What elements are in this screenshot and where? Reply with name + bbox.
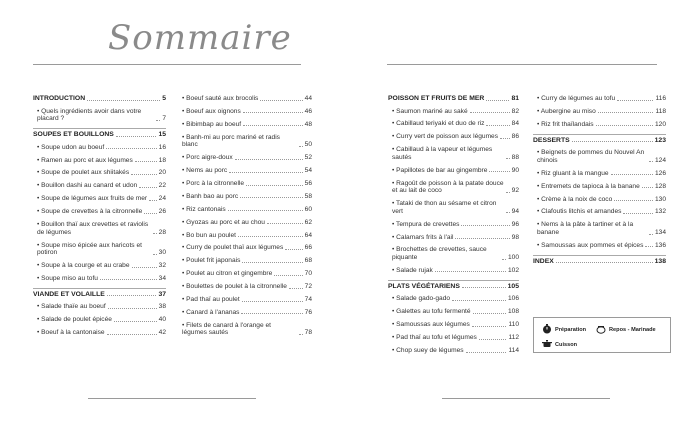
dot-leader	[461, 225, 509, 226]
toc-entry[interactable]	[33, 275, 166, 283]
toc-page-number: 42	[158, 329, 166, 337]
toc-entry-label: • Poulet frit japonais	[182, 257, 240, 265]
toc-entry[interactable]	[33, 157, 166, 165]
toc-entry[interactable]	[33, 221, 166, 236]
toc-section[interactable]	[388, 283, 519, 291]
dot-leader	[645, 246, 653, 247]
dot-leader	[241, 313, 302, 314]
toc-entry[interactable]	[178, 309, 312, 317]
toc-entry[interactable]	[178, 270, 312, 278]
toc-page-number: 88	[511, 153, 519, 161]
dot-leader	[466, 352, 507, 353]
toc-entry[interactable]	[33, 316, 166, 324]
dot-leader	[107, 295, 157, 296]
toc-entry[interactable]	[33, 144, 166, 152]
toc-entry[interactable]	[178, 322, 312, 337]
toc-entry[interactable]	[388, 234, 519, 242]
toc-page-number: 37	[158, 290, 166, 298]
toc-entry[interactable]	[33, 242, 166, 257]
dot-leader	[229, 172, 302, 173]
toc-entry-label: • Soupe de crevettes à la citronnelle	[37, 208, 142, 216]
dot-leader	[486, 125, 509, 126]
dot-leader	[106, 148, 156, 149]
toc-entry-label: • Poulet au citron et gingembre	[182, 270, 272, 278]
toc-page-number: 16	[158, 143, 166, 151]
toc-column-4	[533, 95, 666, 270]
toc-page-number: 124	[654, 156, 666, 164]
toc-page-number: 130	[654, 195, 666, 203]
toc-entry[interactable]	[388, 167, 519, 175]
toc-page-number: 24	[158, 195, 166, 203]
toc-entry-label: POISSON ET FRUITS DE MER	[388, 95, 485, 102]
toc-entry[interactable]	[388, 200, 519, 215]
dot-leader	[299, 334, 303, 335]
dot-leader	[289, 288, 303, 289]
toc-column-1	[33, 95, 166, 342]
dot-leader	[462, 287, 506, 288]
toc-page-number: 96	[511, 220, 519, 228]
toc-entry-label: • Curry vert de poisson aux légumes	[392, 133, 498, 141]
toc-entry[interactable]	[533, 221, 666, 236]
toc-entry[interactable]	[388, 180, 519, 195]
toc-entry-label: • Boeuf aux oignons	[182, 108, 241, 116]
toc-entry[interactable]	[388, 308, 519, 316]
toc-entry-label: • Salade de poulet épicée	[37, 316, 112, 324]
toc-entry-label: • Boeuf sauté aux brocolis	[182, 95, 258, 103]
toc-page-number: 105	[507, 282, 519, 290]
dot-leader	[243, 125, 303, 126]
toc-entry[interactable]	[388, 120, 519, 128]
dot-leader	[139, 187, 156, 188]
toc-entry-label: • Soupe miso au tofu	[37, 275, 98, 283]
toc-page-number: 52	[304, 154, 312, 162]
toc-page-number: 56	[304, 179, 312, 187]
toc-page-number: 120	[654, 120, 666, 128]
toc-entry[interactable]	[178, 206, 312, 214]
dot-leader	[235, 159, 303, 160]
toc-section[interactable]	[533, 258, 666, 266]
page-title: Sommaire	[108, 18, 292, 58]
toc-entry-label: • Soupe miso épicée aux haricots et potiron	[37, 242, 151, 257]
toc-page-number: 112	[508, 334, 519, 342]
dot-leader	[556, 262, 653, 263]
toc-page-number: 118	[655, 107, 666, 115]
toc-entry-label: • Gyozas au porc et au chou	[182, 219, 265, 227]
toc-entry[interactable]	[533, 149, 666, 164]
toc-entry-label: • Samoussas aux pommes et épices	[537, 242, 643, 250]
toc-page-number: 126	[654, 169, 666, 177]
dot-leader	[267, 223, 303, 224]
toc-section[interactable]	[33, 131, 166, 139]
section-divider	[533, 255, 666, 256]
toc-entry-label: • Boulettes de poulet à la citronnelle	[182, 283, 287, 291]
toc-entry-label: • Calamars frits à l'ail	[392, 234, 453, 242]
toc-page-number: 86	[511, 133, 519, 141]
toc-page-number: 38	[158, 303, 166, 311]
dot-leader	[435, 271, 506, 272]
toc-entry[interactable]	[533, 196, 666, 204]
dot-leader	[243, 112, 303, 113]
toc-entry-label: • Salade gado-gado	[392, 295, 450, 303]
toc-page-number: 132	[654, 208, 666, 216]
toc-page-number: 20	[158, 169, 166, 177]
toc-entry-label: • Bouillon thaï aux crevettes et raviolis de légumes	[37, 221, 151, 236]
toc-page-number: 106	[507, 295, 519, 303]
toc-entry-label: • Quels ingrédients avoir dans votre placard ?	[37, 108, 154, 123]
toc-entry-label: • Curry de poulet thaï aux légumes	[182, 244, 283, 252]
legend-repos: Repos - Marinade	[596, 324, 656, 336]
toc-page-number: 84	[511, 120, 519, 128]
toc-entry-label: • Saumon mariné au saké	[392, 108, 468, 116]
dot-leader	[506, 158, 510, 159]
toc-entry[interactable]	[533, 183, 666, 191]
toc-entry-label: INTRODUCTION	[33, 95, 86, 102]
toc-entry-label: • Nems à la pâte à tartiner et à la banane	[537, 221, 647, 236]
dot-leader	[598, 112, 654, 113]
toc-entry[interactable]	[178, 95, 312, 103]
toc-entry-label: • Pad thaï au tofu et légumes	[392, 334, 477, 342]
toc-entry-label: • Canard à l'ananas	[182, 309, 239, 317]
toc-page-number: 58	[304, 192, 312, 200]
dot-leader	[135, 161, 157, 162]
dot-leader	[596, 125, 653, 126]
toc-page-number: 72	[304, 283, 312, 291]
toc-entry[interactable]	[178, 219, 312, 227]
toc-entry-label: • Ragoût de poisson à la patate douce et au lait de coco	[392, 180, 504, 195]
legend-cuisson: Cuisson	[542, 339, 577, 350]
dot-leader	[617, 100, 653, 101]
toc-page-number: 60	[304, 205, 312, 213]
toc-entry-label: • Banh-mi au porc mariné et radis blanc	[182, 134, 297, 149]
toc-page-number: 81	[511, 95, 519, 102]
toc-entry[interactable]	[533, 170, 666, 178]
toc-page-number: 78	[304, 329, 312, 337]
dot-leader	[479, 339, 507, 340]
dot-leader	[107, 334, 157, 335]
toc-entry-label: • Soupe à la courge et au crabe	[37, 262, 130, 270]
dot-leader	[642, 187, 653, 188]
dot-leader	[100, 279, 157, 280]
toc-page-number: 54	[304, 167, 312, 175]
dot-leader	[274, 275, 302, 276]
toc-entry-label: • Clafoutis litchis et amandes	[537, 208, 621, 216]
toc-entry[interactable]	[33, 262, 166, 270]
toc-section[interactable]	[533, 137, 666, 145]
toc-entry[interactable]	[178, 154, 312, 162]
toc-entry[interactable]	[178, 121, 312, 129]
toc-entry[interactable]	[388, 108, 519, 116]
dot-leader	[153, 254, 157, 255]
toc-entry[interactable]	[533, 95, 666, 103]
toc-entry[interactable]	[388, 246, 519, 261]
toc-page-number: 40	[158, 316, 166, 324]
toc-entry[interactable]	[33, 329, 166, 337]
toc-section[interactable]	[33, 291, 166, 299]
toc-page-number: 138	[654, 257, 666, 265]
dot-leader	[153, 233, 157, 234]
title-rule	[33, 64, 301, 65]
section-divider	[33, 128, 166, 129]
covered-dish-icon	[542, 339, 552, 350]
footer-rule	[88, 398, 256, 399]
toc-page-number: 34	[158, 274, 166, 282]
dot-leader	[260, 100, 302, 101]
toc-page-number: 48	[304, 120, 312, 128]
toc-entry[interactable]	[388, 133, 519, 141]
toc-page-number: 123	[654, 136, 666, 144]
dot-leader	[114, 321, 157, 322]
timer-icon	[542, 324, 552, 336]
dot-leader	[472, 326, 507, 327]
toc-page-number: 82	[511, 107, 519, 115]
toc-entry-label: • Cabillaud teriyaki et duo de riz	[392, 120, 484, 128]
toc-entry[interactable]	[533, 108, 666, 116]
toc-section[interactable]	[33, 95, 166, 103]
toc-entry-label: • Brochettes de crevettes, sauce piquante	[392, 246, 500, 261]
toc-entry-label: • Riz cantonais	[182, 206, 226, 214]
toc-page-number: 92	[511, 187, 519, 195]
toc-page-number: 70	[304, 270, 312, 278]
dot-leader	[506, 212, 510, 213]
dot-leader	[149, 200, 157, 201]
toc-entry-label: • Beignets de pommes du Nouvel An chinois	[537, 149, 647, 164]
toc-entry-label: • Samoussas aux légumes	[392, 321, 470, 329]
dot-leader	[623, 213, 653, 214]
toc-entry[interactable]	[33, 303, 166, 311]
toc-page-number: 90	[511, 166, 519, 174]
toc-entry[interactable]	[178, 167, 312, 175]
toc-page-number: 110	[508, 321, 519, 329]
toc-entry-label: • Filets de canard à l'orange et légumes sautés	[182, 322, 297, 337]
top-rule	[387, 64, 657, 65]
toc-entry-label: • Tataki de thon au sésame et citron vert	[392, 200, 504, 215]
toc-entry[interactable]	[178, 296, 312, 304]
toc-page-number: 50	[304, 141, 312, 149]
toc-page-number: 116	[655, 95, 666, 102]
legend-preparation: Préparation	[542, 324, 586, 336]
toc-page-number: 32	[158, 261, 166, 269]
dot-leader	[132, 267, 157, 268]
dot-leader	[572, 141, 653, 142]
dot-leader	[131, 174, 157, 175]
dot-leader	[228, 210, 303, 211]
toc-page-number: 44	[304, 95, 312, 102]
dot-leader	[500, 138, 510, 139]
toc-page-number: 136	[654, 241, 666, 249]
toc-page-number: 68	[304, 257, 312, 265]
toc-entry-label: INDEX	[533, 257, 554, 265]
toc-entry[interactable]	[388, 347, 519, 355]
cooking-pot-icon	[596, 324, 606, 336]
dot-leader	[489, 171, 509, 172]
toc-section[interactable]	[388, 95, 519, 103]
dot-leader	[238, 236, 303, 237]
toc-page-number: 22	[158, 182, 166, 190]
toc-entry-label: • Galettes au tofu fermenté	[392, 308, 471, 316]
toc-entry-label: • Porc aigre-doux	[182, 154, 233, 162]
toc-entry-label: • Nems au porc	[182, 167, 227, 175]
toc-entry[interactable]	[388, 267, 519, 275]
dot-leader	[452, 300, 506, 301]
toc-entry[interactable]	[178, 193, 312, 201]
toc-entry-label: • Crème à la noix de coco	[537, 196, 612, 204]
dot-leader	[649, 234, 653, 235]
dot-leader	[649, 161, 653, 162]
toc-page-number: 100	[507, 253, 519, 261]
toc-entry-label: • Soupe udon au boeuf	[37, 144, 104, 152]
dot-leader	[506, 192, 510, 193]
toc-entry-label: SOUPES ET BOUILLONS	[33, 131, 114, 139]
toc-page-number: 62	[304, 218, 312, 226]
dot-leader	[614, 200, 653, 201]
toc-entry-label: • Bo bun au poulet	[182, 232, 236, 240]
toc-entry-label: • Entremets de tapioca à la banane	[537, 183, 640, 191]
toc-entry-label: • Cabillaud à la vapeur et légumes sautés	[392, 146, 504, 161]
dot-leader	[486, 100, 509, 101]
dot-leader	[87, 100, 160, 101]
dot-leader	[285, 249, 302, 250]
toc-page-number: 7	[162, 115, 166, 123]
toc-entry-label: • Soupe de légumes aux fruits de mer	[37, 195, 147, 203]
toc-entry[interactable]	[178, 244, 312, 252]
dot-leader	[473, 313, 506, 314]
toc-page-number: 76	[304, 308, 312, 316]
dot-leader	[242, 301, 303, 302]
toc-entry[interactable]	[388, 146, 519, 161]
toc-entry[interactable]	[533, 242, 666, 250]
toc-page-number: 28	[158, 228, 166, 236]
dot-leader	[108, 308, 157, 309]
toc-page-number: 108	[507, 308, 519, 316]
toc-entry-label: PLATS VÉGÉTARIENS	[388, 282, 460, 290]
toc-entry-label: • Boeuf à la cantonaise	[37, 329, 105, 337]
dot-leader	[502, 259, 506, 260]
toc-column-3	[388, 95, 519, 360]
dot-leader	[156, 120, 160, 121]
toc-entry-label: • Porc à la citronnelle	[182, 180, 244, 188]
toc-entry-label: • Aubergine au miso	[537, 108, 596, 116]
toc-page-number: 102	[507, 266, 519, 274]
legend-box	[533, 317, 671, 353]
toc-entry-label: • Bouillon dashi au canard et udon	[37, 182, 137, 190]
toc-column-2	[178, 95, 312, 342]
toc-entry-label: • Curry de légumes au tofu	[537, 95, 615, 103]
toc-entry[interactable]	[388, 295, 519, 303]
toc-page-number: 18	[158, 156, 166, 164]
toc-entry-label: • Pad thaï au poulet	[182, 296, 240, 304]
toc-entry-label: • Salade thaïe au boeuf	[37, 303, 106, 311]
toc-entry[interactable]	[533, 121, 666, 129]
toc-page-number: 5	[162, 95, 166, 102]
toc-entry[interactable]	[33, 208, 166, 216]
dot-leader	[116, 136, 157, 137]
toc-entry[interactable]	[178, 108, 312, 116]
toc-entry-label: • Bibimbap au boeuf	[182, 121, 241, 129]
toc-page-number: 94	[511, 207, 519, 215]
toc-page-number: 114	[508, 346, 519, 354]
toc-entry-label: • Papillotes de bar au gingembre	[392, 167, 487, 175]
toc-entry[interactable]	[533, 208, 666, 216]
dot-leader	[470, 112, 510, 113]
toc-entry[interactable]	[178, 134, 312, 149]
footer-rule	[442, 398, 610, 399]
toc-entry[interactable]	[33, 182, 166, 190]
toc-entry-label: • Riz gluant à la mangue	[537, 170, 609, 178]
section-divider	[33, 288, 166, 289]
toc-entry[interactable]	[178, 180, 312, 188]
dot-leader	[455, 238, 509, 239]
toc-entry[interactable]	[388, 321, 519, 329]
toc-entry[interactable]	[178, 283, 312, 291]
dot-leader	[246, 185, 303, 186]
toc-entry-label: • Ramen au porc et aux légumes	[37, 157, 133, 165]
toc-page-number: 46	[304, 107, 312, 115]
toc-page-number: 66	[304, 244, 312, 252]
toc-entry-label: • Tempura de crevettes	[392, 221, 459, 229]
toc-page-number: 15	[158, 131, 166, 139]
toc-entry[interactable]	[388, 334, 519, 342]
dot-leader	[299, 146, 303, 147]
toc-entry[interactable]	[178, 257, 312, 265]
dot-leader	[611, 174, 653, 175]
toc-page-number: 26	[158, 208, 166, 216]
toc-entry[interactable]	[33, 195, 166, 203]
toc-page-number: 134	[654, 228, 666, 236]
toc-entry[interactable]	[178, 232, 312, 240]
toc-page-number: 74	[304, 295, 312, 303]
toc-entry-label: • Banh bao au porc	[182, 193, 238, 201]
toc-entry-label: • Salade rujak	[392, 267, 433, 275]
toc-entry-label: DESSERTS	[533, 136, 570, 144]
toc-entry[interactable]	[33, 108, 166, 123]
toc-page-number: 98	[511, 233, 519, 241]
toc-entry-label: • Soupe de poulet aux shiitakés	[37, 169, 129, 177]
section-divider	[533, 134, 666, 135]
toc-page-number: 64	[304, 231, 312, 239]
toc-entry-label: VIANDE ET VOLAILLE	[33, 290, 105, 298]
section-divider	[388, 280, 519, 281]
dot-leader	[242, 262, 302, 263]
dot-leader	[144, 213, 156, 214]
toc-entry[interactable]	[33, 169, 166, 177]
dot-leader	[240, 197, 302, 198]
toc-entry[interactable]	[388, 221, 519, 229]
toc-entry-label: • Riz frit thaïlandais	[537, 121, 594, 129]
toc-page-number: 30	[158, 249, 166, 257]
toc-page-number: 128	[654, 182, 666, 190]
toc-entry-label: • Chop suey de légumes	[392, 347, 464, 355]
